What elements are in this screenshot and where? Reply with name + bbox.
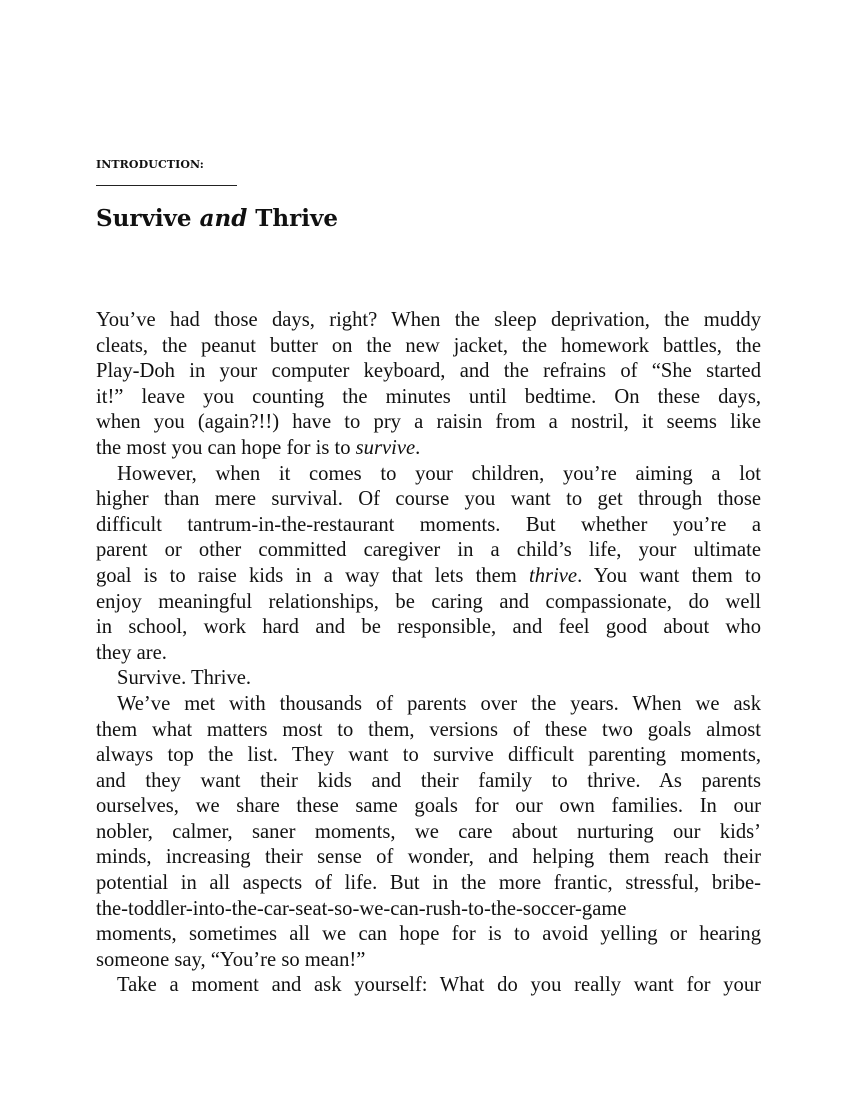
text-run: the most you can hope for is to [96,436,356,459]
text-line: enjoy meaningful relationships, be caring and compassionate, do well [96,590,761,613]
emphasis-thrive: thrive [529,564,578,587]
text-line: always top the list. They want to survive difficult parenting moments, [96,744,761,767]
text-line: ourselves, we share these same goals for our own families. In our [96,795,761,818]
text-line: difficult tantrum-in-the-restaurant moments. But whether you’re a [96,513,761,536]
text-line: in school, work hard and be responsible, and feel good about who [96,616,761,639]
text-line: We’ve met with thousands of parents over the years. When we ask [117,692,761,715]
chapter-title [96,203,338,235]
text-line: Take a moment and ask yourself: What do you really want for your [117,974,761,997]
text-line: cleats, the peanut butter on the new jacket, the homework battles, the [96,334,761,357]
paragraph-4 [96,692,761,974]
chapter-label: INTRODUCTION: [96,158,204,171]
text-line: them what matters most to them, versions of these two goals almost [96,718,761,741]
chapter-title-emphasis: and [199,205,248,232]
text-line: minds, increasing their sense of wonder, and helping them reach their [96,846,761,869]
text-line [96,436,761,462]
text-line: potential in all aspects of life. But in the more frantic, stressful, bribe- [96,872,761,895]
text-line: However, when it comes to your children, you’re aiming a lot [117,462,761,485]
text-line: it!” leave you counting the minutes until bedtime. On these days, [96,385,761,408]
paragraph-3 [96,666,761,692]
chapter-title-part2: Thrive [247,205,338,232]
text-line: when you (again?!!) have to pry a raisin from a nostril, it seems like [96,411,761,434]
text-line: they are. [96,641,167,664]
text-line: Play-Doh in your computer keyboard, and the refrains of “She started [96,360,761,383]
emphasis-survive: survive [355,436,416,459]
text-run: . [415,436,421,459]
text-line: and they want their kids and their family to thrive. As parents [96,769,761,792]
body-text [96,308,761,999]
text-line [96,564,761,590]
paragraph-5 [96,973,761,999]
text-line: nobler, calmer, saner moments, we care about nurturing our kids’ [96,820,761,843]
text-line: higher than mere survival. Of course you want to get through those [96,488,761,511]
text-line: parent or other committed caregiver in a child’s life, your ultimate [96,539,761,562]
paragraph-1 [96,308,761,462]
text-line: moments, sometimes all we can hope for is to avoid yelling or hearing [96,923,761,946]
text-run: . You want them to [577,564,761,587]
paragraph-2 [96,462,761,667]
text-run: goal is to raise kids in a way that lets them [96,564,530,587]
text-line: someone say, “You’re so mean!” [96,948,366,971]
text-line: the-toddler-into-the-car-seat-so-we-can-rush-to-the-soccer-game [96,897,627,920]
chapter-title-part1: Survive [96,205,200,232]
chapter-rule-divider [96,185,237,186]
text-line: You’ve had those days, right? When the sleep deprivation, the muddy [96,309,761,331]
text-line: Survive. Thrive. [117,667,252,690]
